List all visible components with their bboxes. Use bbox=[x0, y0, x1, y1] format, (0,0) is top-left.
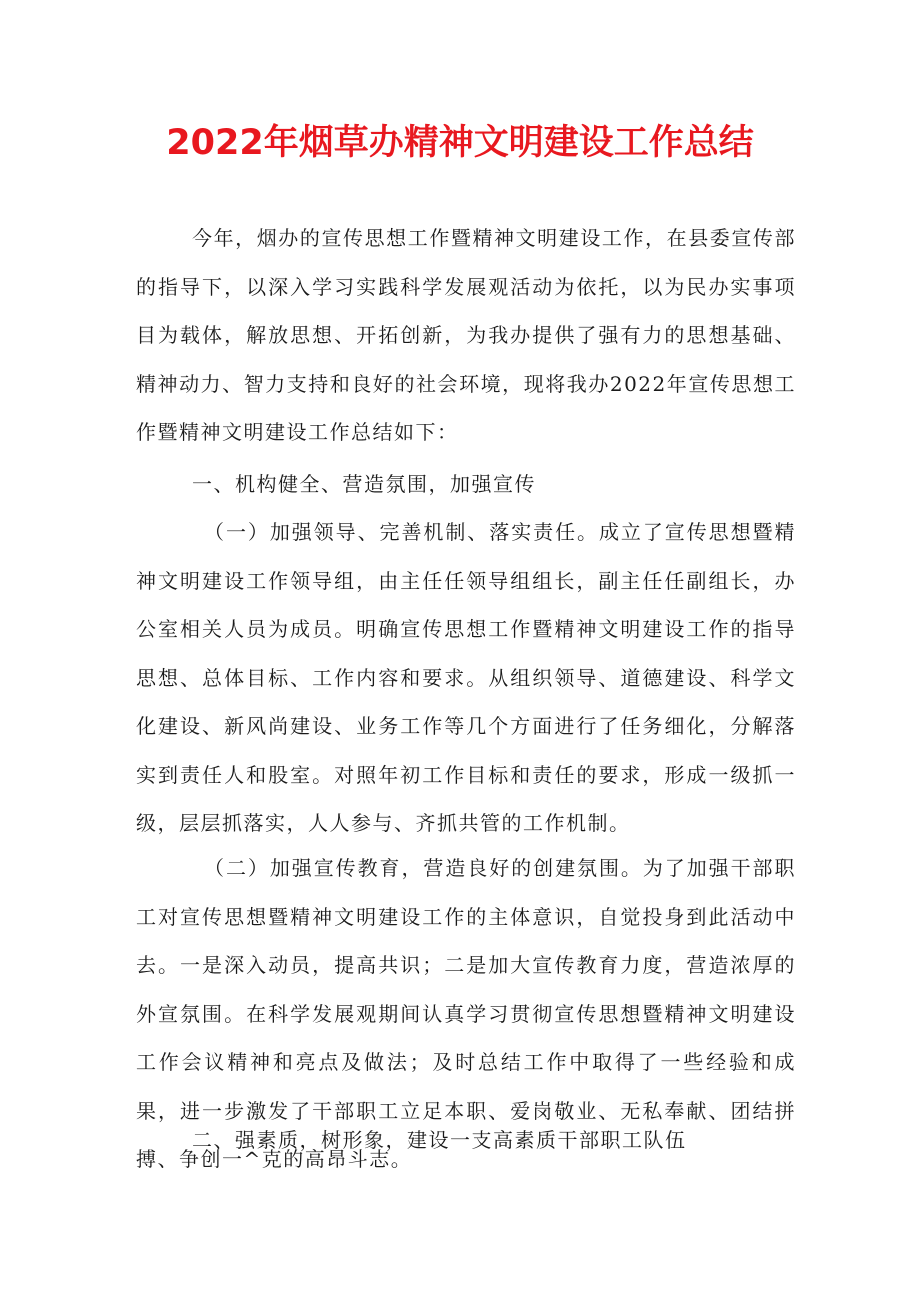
section-heading-1: 一、机构健全、营造氛围，加强宣传 bbox=[192, 472, 536, 496]
subsection-paragraph-2: （二）加强宣传教育，营造良好的创建氛围。为了加强干部职工对宣传思想暨精神文明建设工作的主体意识，自觉投身到此活动中去。一是深入动员，提高共识；二是加大宣传教育力度，营造浓厚的外宣氛围。在科学发展观期间认真学习贯彻宣传思想暨精神文明建设工作会议精神和亮点及做法；及时总结工作中取得了一些经验和成果，进一步激发了干部职工立足本职、爱岗敬业、无私奉献、团结拼搏、争创一^克的高昂斗志。 bbox=[136, 856, 796, 1171]
subsection-paragraph-1: （一）加强领导、完善机制、落实责任。成立了宣传思想暨精神文明建设工作领导组，由主任任领导组组长，副主任任副组长，办公室相关人员为成员。明确宣传思想工作暨精神文明建设工作的指导思想、总体目标、工作内容和要求。从组织领导、道德建设、科学文化建设、新风尚建设、业务工作等几个方面进行了任务细化，分解落实到责任人和股室。对照年初工作目标和责任的要求，形成一级抓一级，层层抓落实，人人参与、齐抓共管的工作机制。 bbox=[136, 520, 796, 835]
document-title: 2022年烟草办精神文明建设工作总结 bbox=[166, 123, 754, 163]
section-heading-2: 二、强素质，树形象，建设一支高素质干部职工队伍 bbox=[192, 1128, 687, 1152]
intro-paragraph: 今年，烟办的宣传思想工作暨精神文明建设工作，在县委宣传部的指导下，以深入学习实践科学发展观活动为依托，以为民办实事项目为载体，解放思想、开拓创新，为我办提供了强有力的思想基础、精神动力、智力支持和良好的社会环境，现将我办2022年宣传思想工作暨精神文明建设工作总结如下： bbox=[136, 226, 796, 444]
